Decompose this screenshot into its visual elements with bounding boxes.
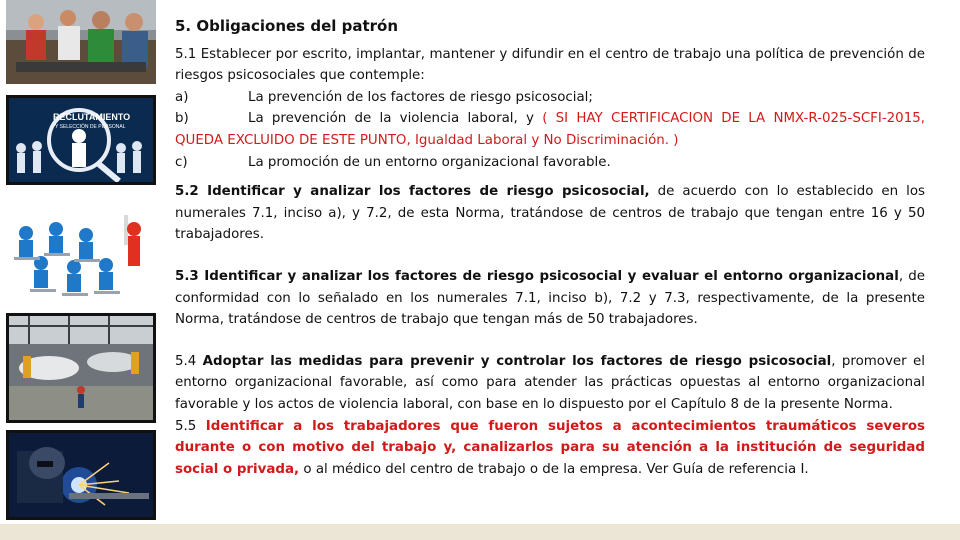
section-5-4 bbox=[175, 351, 925, 416]
list-text-b: La prevención de la violencia laboral, y bbox=[248, 111, 534, 127]
list-label-a: a) bbox=[175, 89, 189, 105]
recruitment-sublabel: Y SELECCIÓN DE PERSONAL bbox=[55, 124, 126, 130]
section-5-2-heading: 5.2 Identificar y analizar los factores de riesgo psicosocial, bbox=[175, 184, 650, 200]
list-item-c bbox=[175, 152, 925, 174]
page-title: 5. Obligaciones del patrón bbox=[175, 17, 399, 35]
section-5-2-text: de acuerdo con lo establecido en los numerales 7.1, inciso a), y 7.2, de esta Norma, tratándose de centros de trabajo que tengan entre 16 y 50 trabajadores. bbox=[175, 184, 925, 243]
section-5-3-text: , de conformidad con lo señalado en los numerales 7.1, inciso b), 7.2 y 7.3, respectivamente, de la presente Norma, tratándose de centros de trabajo que tengan más de 50 trabajadores. bbox=[175, 268, 925, 328]
section-5-5 bbox=[175, 416, 925, 481]
section-5-4-text: , promover el entorno organizacional favorable, así como para atender las prácticas opuestas al entorno organizacional favorable y los actos de violencia laboral, con base en lo dispuesto por el Capítulo 8 de la presente Norma. bbox=[175, 353, 925, 412]
section-5-1-intro: 5.1 Establecer por escrito, implantar, mantener y difundir en el centro de trabajo una política de prevención de riesgos psicosociales que contemple: bbox=[175, 46, 925, 84]
obligations-content bbox=[175, 16, 925, 480]
footer-bar bbox=[0, 524, 960, 540]
recruitment-magnifier-image bbox=[6, 95, 156, 185]
list-item-b bbox=[175, 108, 925, 151]
workers-photo bbox=[6, 0, 156, 84]
welder-photo bbox=[6, 430, 156, 520]
section-5-5-number: 5.5 bbox=[175, 418, 206, 434]
list-label-b: b) bbox=[175, 111, 189, 127]
list-item-a bbox=[175, 87, 925, 109]
recruitment-label: RECLUTAMIENTO bbox=[53, 112, 131, 122]
list-note-b: ( SI HAY CERTIFICACION DE LA NMX-R-025-SCFI-2015, QUEDA EXCLUIDO DE ESTE PUNTO, Igualdad Laboral y No Discriminación. ) bbox=[175, 111, 925, 148]
list-text-a: La prevención de los factores de riesgo psicosocial; bbox=[248, 89, 593, 105]
section-5-4-number: 5.4 bbox=[175, 353, 203, 369]
training-people-illustration bbox=[6, 205, 156, 300]
list-text-c: La promoción de un entorno organizacional favorable. bbox=[248, 154, 611, 170]
section-5-3-heading: 5.3 Identificar y analizar los factores de riesgo psicosocial y evaluar el entorno organizacional bbox=[175, 268, 899, 284]
list-label-c: c) bbox=[175, 154, 188, 170]
section-5-2 bbox=[175, 181, 925, 246]
section-5-3 bbox=[175, 266, 925, 331]
section-5-5-text: o al médico del centro de trabajo o de la empresa. Ver Guía de referencia I. bbox=[299, 461, 809, 477]
car-factory-photo bbox=[6, 313, 156, 423]
section-5-4-heading: Adoptar las medidas para prevenir y controlar los factores de riesgo psicosocial bbox=[202, 353, 832, 369]
section-5-5-heading: Identificar a los trabajadores que fueron sujetos a acontecimientos traumáticos severos durante o con motivo del trabajo y, canalizarlos para su atención a la institución de seguridad social o privada, bbox=[175, 418, 925, 477]
